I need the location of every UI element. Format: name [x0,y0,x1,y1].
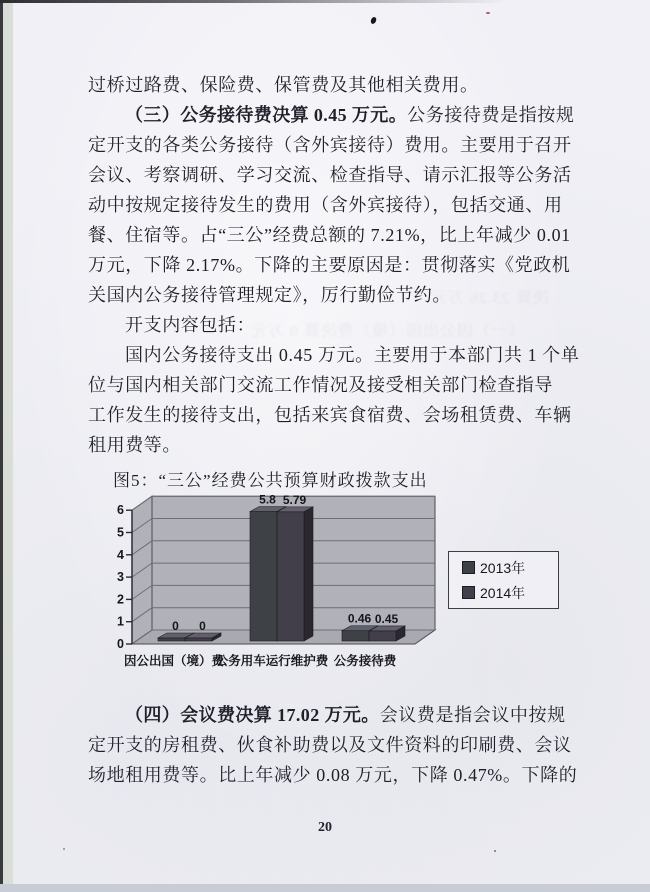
bar-data-label: 0.46 [347,611,372,626]
y-tick-label: 2 [117,592,124,607]
y-tick-label: 6 [117,503,124,518]
x-category-label: 因公出国（境）费 [123,654,225,668]
text-segment: 万元，下降 2.17%。下降的主要原因是：贯彻落实《党政机 [88,255,571,275]
text-segment-bold: （四）会议费决算 17.02 万元。 [125,705,380,725]
text-line [88,100,575,130]
text-segment: 租用费等。 [88,435,181,455]
bar-side-2014年-公务用车运行维护费 [304,507,313,641]
text-segment: 动中按规定接待发生的费用（含外宾接待），包括交通、用 [88,195,563,215]
text-segment-bold: （三）公务接待费决算 0.45 万元。 [125,105,408,125]
y-tick-label: 5 [117,525,124,540]
text-line [88,280,572,310]
scan-edge-top [0,0,507,3]
text-line [88,130,572,160]
text-segment: 工作发生的接待支出，包括来宾食宿费、会场租赁费、车辆 [88,405,572,425]
legend-marker-2014-icon [462,586,475,599]
bar-data-label: 0 [172,619,179,633]
bar-data-label: 5.79 [282,492,307,507]
bar-data-label: 0.45 [374,611,399,626]
bar-2013年-公务用车运行维护费 [250,512,277,641]
text-line [88,310,572,340]
bleedthrough-text: （一）因公出国（境）费决算 0 万元 [250,323,525,340]
text-line [88,430,572,460]
chart-legend [448,551,559,609]
legend-item-2014 [462,583,558,603]
text-line [88,700,572,730]
body-text-upper [88,70,580,460]
bleedthrough-text: 决算 23.26 万元 [430,290,550,307]
figure-caption: 图5：“三公”经费公共预算财政拨款支出 [113,471,428,490]
y-tick-label: 0 [117,637,124,651]
bar-data-label: 0 [199,619,206,633]
bar-2014年-公务接待费 [369,631,396,641]
text-segment: 过桥过路费、保险费、保管费及其他相关费用。 [88,75,479,95]
text-segment: 会议费是指会议中按规 [379,705,566,725]
scan-edge-left-gray [3,0,13,892]
bar-2014年-因公出国（境）费 [185,638,212,641]
red-speck-artifact [486,12,490,14]
text-line [88,220,572,250]
bar-2014年-公务用车运行维护费 [277,512,304,641]
bar-data-label: 5.8 [259,492,276,507]
text-segment: 餐、住宿等。占“三公”经费总额的 7.21%，比上年减少 0.01 [88,225,571,245]
legend-marker-2013-icon [462,561,475,574]
text-segment: 国内公务接待支出 0.45 万元。主要用于本部门共 1 个单 [125,345,580,365]
text-line [88,250,572,280]
legend-label-2013: 2013年 [480,559,526,576]
bar-2013年-因公出国（境）费 [158,638,185,641]
speck-artifact [494,850,496,852]
y-tick-label: 4 [117,547,124,562]
body-text-lower [88,700,578,790]
page-number: 20 [318,820,332,835]
three-public-expenses-chart [105,490,550,698]
x-category-label: 公务用车运行维护费 [215,654,329,668]
y-tick-label: 1 [117,614,124,629]
text-segment: 关国内公务接待管理规定》，厉行勤俭节约。 [88,285,451,305]
legend-item-2013 [462,558,558,578]
legend-label-2014: 2014年 [480,584,526,601]
bar-2013年-公务接待费 [342,631,369,641]
text-segment: 定开支的各类公务接待（含外宾接待）费用。主要用于召开 [88,135,572,155]
text-segment: 公务接待费是指按规 [407,105,575,125]
speck-artifact [63,848,65,850]
text-segment: 定开支的房租费、伙食补助费以及文件资料的印刷费、会议 [88,735,572,755]
text-segment: 开支内容包括： [125,315,256,335]
text-line [88,760,578,790]
text-line [88,730,572,760]
text-line [88,190,572,220]
text-line [88,370,572,400]
text-segment: 位与国内相关部门交流工作情况及接受相关部门检查指导 [88,375,553,395]
x-category-label: 公务接待费 [333,654,397,668]
text-line [88,160,572,190]
text-line [88,400,572,430]
text-line [88,70,572,100]
y-tick-label: 3 [117,570,124,585]
ink-dot-artifact [370,16,377,24]
scan-edge-bottom [0,884,650,892]
text-segment: 场地租用费等。比上年减少 0.08 万元，下降 0.47%。下降的 [88,765,578,785]
text-segment: 会议、考察调研、学习交流、检查指导、请示汇报等公务活 [88,165,572,185]
text-line [88,340,580,370]
